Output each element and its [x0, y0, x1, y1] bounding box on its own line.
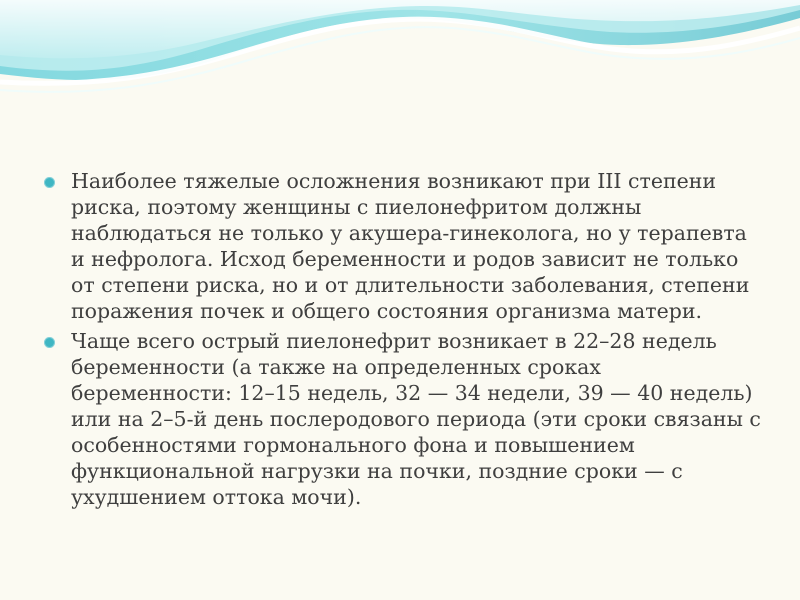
slide-content: [44, 168, 764, 514]
bullet-list: [44, 168, 764, 510]
bullet-item: [44, 168, 764, 324]
decorative-wave-header: [0, 0, 800, 110]
bullet-text: Наиболее тяжелые осложнения возникают при III степени риска, поэтому женщины с пиелонефритом должны наблюдаться не только у акушера-гинеколога, но у терапевта и нефролога. Исход беременности и родов зависит не только от степени риска, но и от длительности заболевания, степени поражения почек и общего состояния организма матери.: [71, 169, 750, 323]
bullet-text: Чаще всего острый пиелонефрит возникает в 22–28 недель беременности (а также на определенных сроках беременности: 12–15 недель, 32 — 34 недели, 39 — 40 недель) или на 2–5-й день послеродового периода (эти сроки связаны с особенностями гормонального фона и повышением функциональной нагрузки на почки, поздние сроки — с ухудшением оттока мочи).: [71, 329, 761, 509]
bullet-dot-icon: [44, 337, 55, 348]
bullet-item: [44, 328, 764, 510]
bullet-dot-icon: [44, 177, 55, 188]
